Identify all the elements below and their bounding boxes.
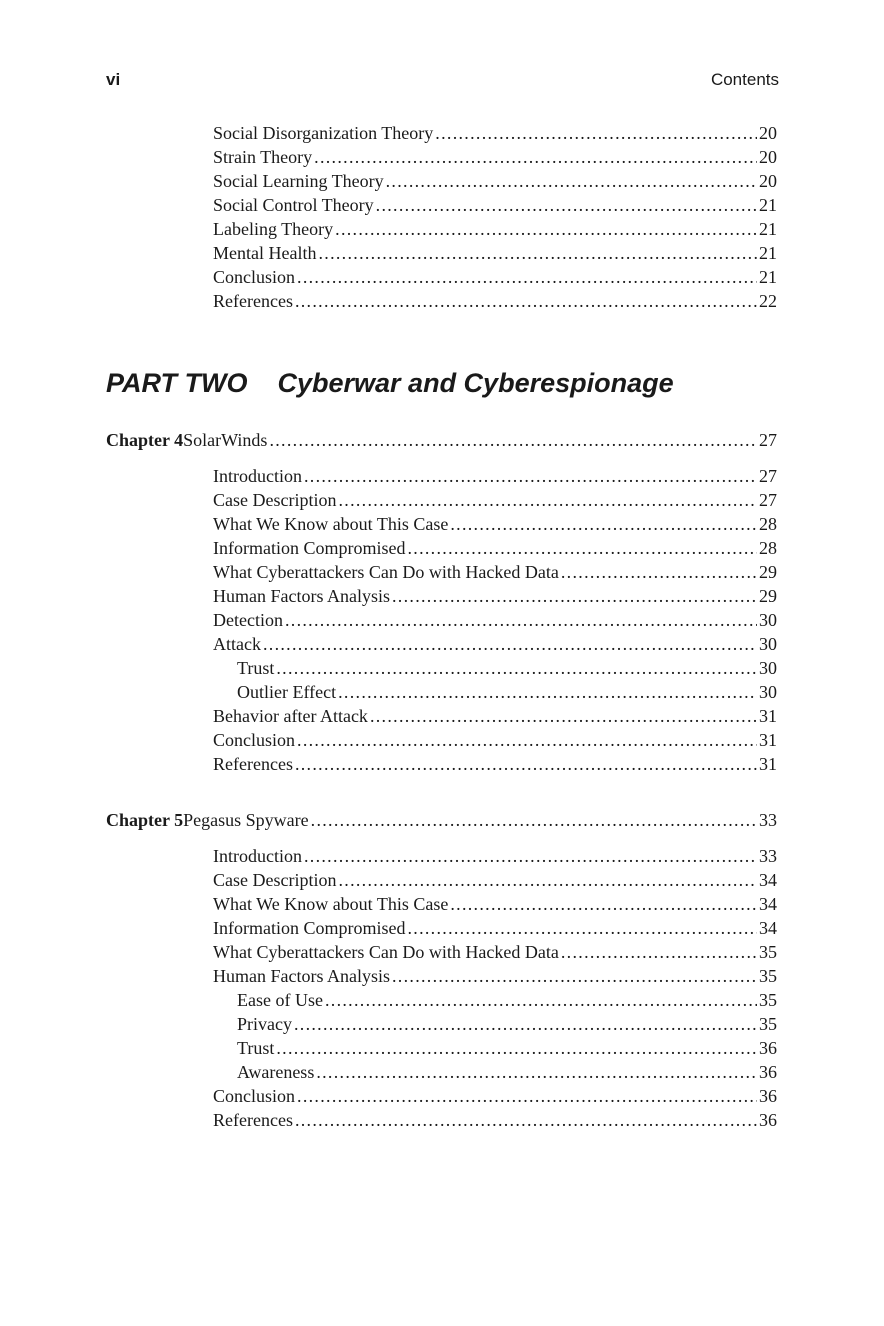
chapter-title: Pegasus Spyware: [183, 810, 309, 830]
dot-leader: [297, 728, 757, 752]
toc-entry-label: Information Compromised: [213, 918, 406, 938]
chapter-number: Chapter 4: [106, 430, 184, 450]
dot-leader: [435, 121, 757, 145]
toc-entry: [106, 868, 777, 892]
toc-entry: [106, 169, 777, 193]
toc-entry-page: 21: [759, 219, 777, 239]
toc-entry-page: 22: [759, 291, 777, 311]
toc-entry-label: Case Description: [213, 870, 337, 890]
chapter-5-entries: [106, 844, 777, 1132]
running-head: [106, 68, 779, 92]
toc-entry-label: Behavior after Attack: [213, 706, 368, 726]
toc-entry-label: Introduction: [213, 466, 302, 486]
toc-entry-label: Human Factors Analysis: [213, 586, 390, 606]
toc-entry-label: Social Learning Theory: [213, 171, 384, 191]
toc-entry-label: Trust: [237, 1038, 275, 1058]
toc-entry: [106, 1108, 777, 1132]
toc-entry-label: Social Control Theory: [213, 195, 374, 215]
toc-entry-label: Information Compromised: [213, 538, 406, 558]
toc-entry: [106, 680, 777, 704]
dot-leader: [561, 560, 757, 584]
toc-entry-label: What Cyberattackers Can Do with Hacked Data: [213, 942, 559, 962]
dot-leader: [276, 1036, 757, 1060]
dot-leader: [370, 704, 757, 728]
running-head-title: Contents: [710, 70, 779, 89]
dot-leader: [295, 289, 757, 313]
dot-leader: [294, 1012, 757, 1036]
dot-leader: [304, 464, 757, 488]
toc-entry: [106, 916, 777, 940]
chapter-entry: [106, 808, 777, 832]
toc-entry-label: Privacy: [237, 1014, 292, 1034]
toc-entry: [106, 241, 777, 265]
toc-entry-page: 30: [759, 682, 777, 702]
toc-entry-page: 28: [759, 538, 777, 558]
part-number: PART TWO: [106, 368, 248, 398]
dot-leader: [386, 169, 757, 193]
toc-entry-label: References: [213, 291, 293, 311]
toc-entry: [106, 608, 777, 632]
toc-section-top: [106, 121, 777, 313]
chapter-page: 27: [759, 430, 777, 450]
dot-leader: [450, 892, 757, 916]
toc-entry-page: 30: [759, 634, 777, 654]
chapter-5-heading: [106, 808, 777, 832]
toc-entry-page: 36: [759, 1086, 777, 1106]
toc-entry-page: 33: [759, 846, 777, 866]
toc-entry-page: 31: [759, 754, 777, 774]
toc-entry-page: 20: [759, 147, 777, 167]
toc-entry-page: 34: [759, 918, 777, 938]
toc-entry: [106, 988, 777, 1012]
chapter-entry: [106, 428, 777, 452]
toc-entry-label: Ease of Use: [237, 990, 323, 1010]
toc-entry-page: 36: [759, 1062, 777, 1082]
dot-leader: [295, 1108, 757, 1132]
dot-leader: [297, 265, 757, 289]
toc-entry-label: Attack: [213, 634, 261, 654]
toc-entry: [106, 512, 777, 536]
toc-entry-page: 31: [759, 706, 777, 726]
dot-leader: [263, 632, 757, 656]
toc-entry-page: 35: [759, 942, 777, 962]
toc-entry-label: Conclusion: [213, 730, 296, 750]
toc-entry-page: 21: [759, 267, 777, 287]
toc-entry: [106, 844, 777, 868]
toc-entry: [106, 1060, 777, 1084]
dot-leader: [304, 844, 757, 868]
dot-leader: [450, 512, 757, 536]
chapter-4-entries: [106, 464, 777, 776]
toc-entry: [106, 536, 777, 560]
toc-entry-page: 28: [759, 514, 777, 534]
toc-entry-label: Case Description: [213, 490, 337, 510]
dot-leader: [269, 428, 757, 452]
toc-entry: [106, 464, 777, 488]
dot-leader: [314, 145, 757, 169]
toc-entry-page: 36: [759, 1038, 777, 1058]
toc-entry-page: 35: [759, 1014, 777, 1034]
toc-entry: [106, 656, 777, 680]
part-heading: [106, 364, 674, 402]
toc-entry-page: 35: [759, 990, 777, 1010]
toc-entry-label: What Cyberattackers Can Do with Hacked Data: [213, 562, 559, 582]
toc-entry-page: 35: [759, 966, 777, 986]
chapter-number: Chapter 5: [106, 810, 184, 830]
dot-leader: [295, 752, 757, 776]
dot-leader: [316, 1060, 757, 1084]
toc-entry-page: 34: [759, 894, 777, 914]
chapter-page: 33: [759, 810, 777, 830]
toc-entry-page: 27: [759, 490, 777, 510]
toc-entry: [106, 704, 777, 728]
dot-leader: [297, 1084, 757, 1108]
toc-entry-page: 29: [759, 562, 777, 582]
toc-entry-label: Outlier Effect: [237, 682, 337, 702]
toc-entry-label: References: [213, 1110, 293, 1130]
toc-entry: [106, 632, 777, 656]
toc-entry-page: 30: [759, 610, 777, 630]
dot-leader: [318, 241, 757, 265]
toc-entry: [106, 193, 777, 217]
toc-entry-page: 34: [759, 870, 777, 890]
toc-entry-page: 36: [759, 1110, 777, 1130]
dot-leader: [285, 608, 757, 632]
toc-entry-page: 21: [759, 195, 777, 215]
dot-leader: [392, 584, 757, 608]
toc-entry: [106, 145, 777, 169]
toc-entry: [106, 217, 777, 241]
toc-entry: [106, 752, 777, 776]
dot-leader: [338, 488, 757, 512]
chapter-title: SolarWinds: [183, 430, 268, 450]
toc-entry: [106, 1012, 777, 1036]
dot-leader: [376, 193, 757, 217]
dot-leader: [338, 868, 757, 892]
toc-entry: [106, 560, 777, 584]
toc-entry: [106, 584, 777, 608]
toc-entry: [106, 121, 777, 145]
toc-entry: [106, 892, 777, 916]
toc-entry-label: Labeling Theory: [213, 219, 334, 239]
toc-entry-label: Trust: [237, 658, 275, 678]
toc-entry-page: 30: [759, 658, 777, 678]
toc-entry: [106, 1084, 777, 1108]
toc-entry-label: What We Know about This Case: [213, 514, 449, 534]
toc-entry-label: Conclusion: [213, 267, 296, 287]
chapter-4-heading: [106, 428, 777, 452]
toc-entry-label: Strain Theory: [213, 147, 313, 167]
dot-leader: [561, 940, 757, 964]
toc-entry-label: References: [213, 754, 293, 774]
toc-entry: [106, 728, 777, 752]
toc-entry: [106, 488, 777, 512]
toc-entry-label: Human Factors Analysis: [213, 966, 390, 986]
toc-entry-label: Mental Health: [213, 243, 317, 263]
toc-entry-label: Social Disorganization Theory: [213, 123, 434, 143]
toc-entry-label: Awareness: [237, 1062, 315, 1082]
dot-leader: [311, 808, 757, 832]
toc-entry-page: 20: [759, 171, 777, 191]
toc-entry: [106, 289, 777, 313]
dot-leader: [338, 680, 757, 704]
toc-entry-page: 27: [759, 466, 777, 486]
dot-leader: [392, 964, 757, 988]
dot-leader: [325, 988, 757, 1012]
toc-entry-page: 29: [759, 586, 777, 606]
part-title: Cyberwar and Cyberespionage: [277, 368, 674, 398]
toc-entry-label: Conclusion: [213, 1086, 296, 1106]
dot-leader: [335, 217, 757, 241]
toc-entry: [106, 964, 777, 988]
toc-entry: [106, 1036, 777, 1060]
toc-entry-page: 21: [759, 243, 777, 263]
toc-entry-label: What We Know about This Case: [213, 894, 449, 914]
toc-entry: [106, 940, 777, 964]
toc-entry: [106, 265, 777, 289]
dot-leader: [276, 656, 757, 680]
dot-leader: [407, 536, 757, 560]
toc-entry-page: 20: [759, 123, 777, 143]
page-number: vi: [106, 70, 121, 89]
toc-entry-label: Detection: [213, 610, 283, 630]
toc-entry-page: 31: [759, 730, 777, 750]
dot-leader: [407, 916, 757, 940]
toc-entry-label: Introduction: [213, 846, 302, 866]
